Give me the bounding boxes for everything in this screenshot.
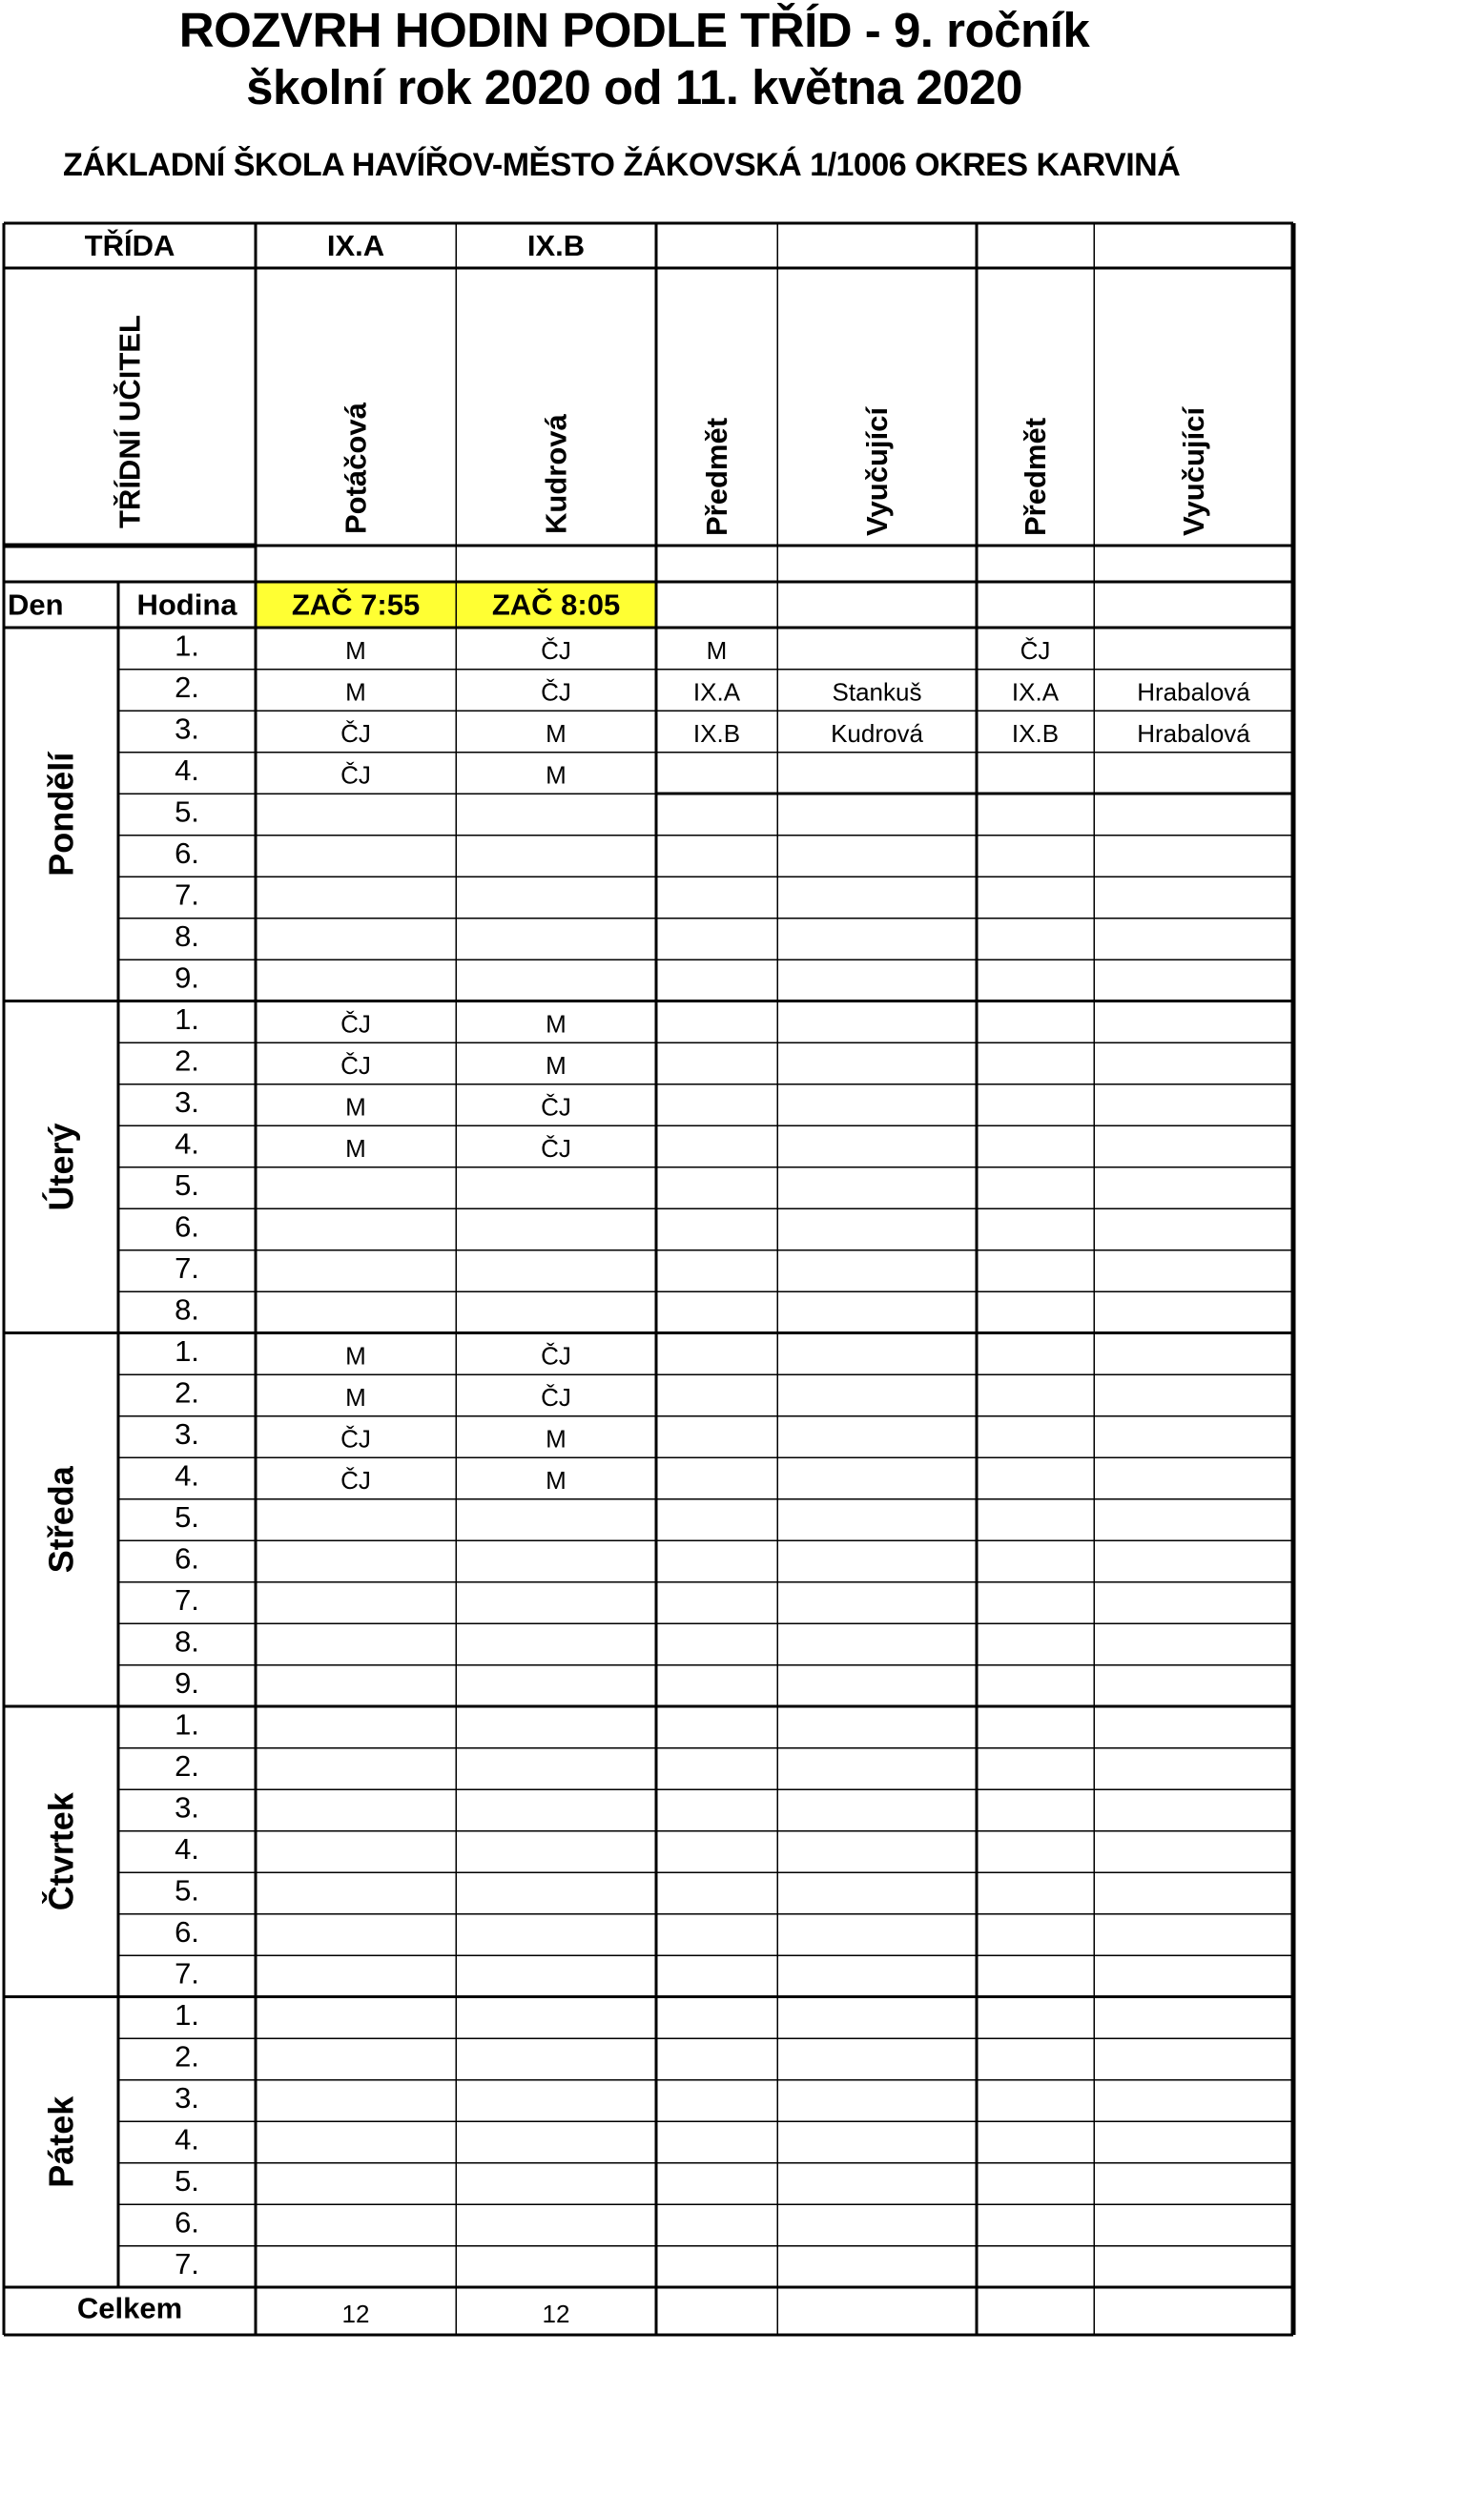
lesson-number: 4.	[175, 1458, 199, 1493]
lesson-cell: M	[706, 635, 728, 665]
lesson-cell: IX.B	[692, 718, 741, 748]
lesson-number: 2.	[175, 670, 199, 704]
lesson-number: 8.	[175, 918, 199, 953]
class-name-1: IX.A	[326, 229, 385, 262]
lesson-cell: Stankuš	[832, 677, 922, 707]
start-time-2: ZAČ 8:05	[491, 588, 621, 622]
lesson-number: 5.	[175, 1499, 199, 1534]
class-teacher-label: TŘÍDNÍ UČITEL	[113, 315, 147, 528]
lesson-cell: M	[345, 1341, 366, 1371]
lesson-cell: ČJ	[340, 1009, 371, 1039]
class-teacher-2: Kudrová	[539, 414, 573, 534]
lesson-number: 1.	[175, 1333, 199, 1368]
lesson-number: 1.	[175, 1997, 199, 2032]
lesson-number: 1.	[175, 1707, 199, 1742]
lesson-cell: ČJ	[340, 1424, 371, 1454]
lesson-cell: ČJ	[541, 1133, 571, 1163]
lesson-number: 8.	[175, 1624, 199, 1659]
lesson-number: 5.	[175, 1873, 199, 1908]
lesson-number: 6.	[175, 1209, 199, 1244]
lesson-cell: M	[546, 760, 567, 790]
total-value-2: 12	[542, 2300, 570, 2328]
lesson-number: 3.	[175, 1084, 199, 1119]
lesson-number: 6.	[175, 1914, 199, 1949]
lesson-number: 2.	[175, 1043, 199, 1078]
lesson-cell: IX.A	[1011, 677, 1060, 707]
lesson-cell: IX.A	[692, 677, 741, 707]
lesson-number: 9.	[175, 960, 199, 995]
lesson-cell: M	[345, 1092, 366, 1122]
extra-column-header-3: Předmět	[1019, 417, 1052, 536]
lesson-number: 4.	[175, 2122, 199, 2157]
timetable	[0, 216, 1297, 2371]
lesson-cell: Kudrová	[831, 718, 923, 748]
lesson-number: 7.	[175, 2246, 199, 2281]
lesson-cell: ČJ	[1020, 635, 1051, 665]
lesson-cell: M	[546, 1424, 567, 1454]
hodina-label: Hodina	[136, 588, 237, 622]
lesson-number: 5.	[175, 795, 199, 829]
lesson-cell: M	[546, 1050, 567, 1080]
lesson-number: 7.	[175, 1250, 199, 1285]
lesson-cell: ČJ	[541, 1382, 571, 1412]
lesson-cell: Hrabalová	[1137, 677, 1250, 707]
lesson-number: 6.	[175, 1541, 199, 1576]
start-time-1: ZAČ 7:55	[291, 588, 421, 622]
school-year-subtitle: školní rok 2020 od 11. května 2020	[246, 60, 1022, 114]
lesson-number: 7.	[175, 877, 199, 912]
day-label-1: Pondělí	[41, 752, 81, 877]
lesson-number: 2.	[175, 1375, 199, 1410]
school-name: ZÁKLADNÍ ŠKOLA HAVÍŘOV-MĚSTO ŽÁKOVSKÁ 1/1006 OKRES KARVINÁ	[63, 147, 1181, 183]
class-teacher-1: Potáčová	[339, 402, 373, 534]
extra-column-header-4: Vyučující	[1177, 407, 1210, 536]
lesson-number: 6.	[175, 836, 199, 870]
lesson-number: 3.	[175, 1416, 199, 1451]
extra-column-header-1: Předmět	[700, 417, 733, 536]
lesson-number: 3.	[175, 712, 199, 746]
lesson-cell: ČJ	[340, 760, 371, 790]
lesson-number: 4.	[175, 1126, 199, 1161]
total-value-1: 12	[341, 2300, 370, 2328]
lesson-cell: M	[345, 677, 366, 707]
lesson-number: 8.	[175, 1292, 199, 1327]
lesson-cell: M	[546, 1465, 567, 1495]
lesson-number: 3.	[175, 2080, 199, 2115]
lesson-cell: M	[546, 1009, 567, 1039]
lesson-number: 4.	[175, 753, 199, 787]
lesson-cell: M	[345, 635, 366, 665]
lesson-cell: ČJ	[340, 1465, 371, 1495]
lesson-cell: M	[546, 718, 567, 748]
lesson-cell: M	[345, 1133, 366, 1163]
lesson-number: 1.	[175, 1001, 199, 1036]
class-column-label: TŘÍDA	[84, 229, 175, 262]
lesson-cell: ČJ	[340, 1050, 371, 1080]
total-label: Celkem	[76, 2291, 183, 2325]
day-label-5: Pátek	[41, 2095, 81, 2188]
day-label-2: Úterý	[41, 1123, 81, 1211]
lesson-cell: ČJ	[541, 677, 571, 707]
den-label: Den	[8, 588, 64, 622]
lesson-cell: IX.B	[1011, 718, 1060, 748]
lesson-cell: ČJ	[340, 718, 371, 748]
lesson-number: 5.	[175, 2163, 199, 2198]
lesson-cell: ČJ	[541, 635, 571, 665]
lesson-number: 4.	[175, 1831, 199, 1866]
lesson-cell: ČJ	[541, 1092, 571, 1122]
lesson-number: 7.	[175, 1956, 199, 1991]
document-title: ROZVRH HODIN PODLE TŘÍD - 9. ročník	[178, 3, 1090, 57]
lesson-number: 3.	[175, 1790, 199, 1825]
lesson-number: 5.	[175, 1167, 199, 1202]
lesson-number: 7.	[175, 1582, 199, 1617]
extra-column-header-2: Vyučující	[860, 407, 894, 536]
lesson-number: 1.	[175, 629, 199, 663]
lesson-cell: M	[345, 1382, 366, 1412]
day-label-3: Středa	[41, 1466, 81, 1574]
lesson-number: 2.	[175, 1748, 199, 1783]
lesson-cell: ČJ	[541, 1341, 571, 1371]
lesson-cell: Hrabalová	[1137, 718, 1250, 748]
lesson-number: 2.	[175, 2039, 199, 2074]
lesson-number: 9.	[175, 1665, 199, 1700]
class-name-2: IX.B	[526, 229, 586, 262]
day-label-4: Čtvrtek	[41, 1792, 81, 1911]
lesson-number: 6.	[175, 2205, 199, 2239]
